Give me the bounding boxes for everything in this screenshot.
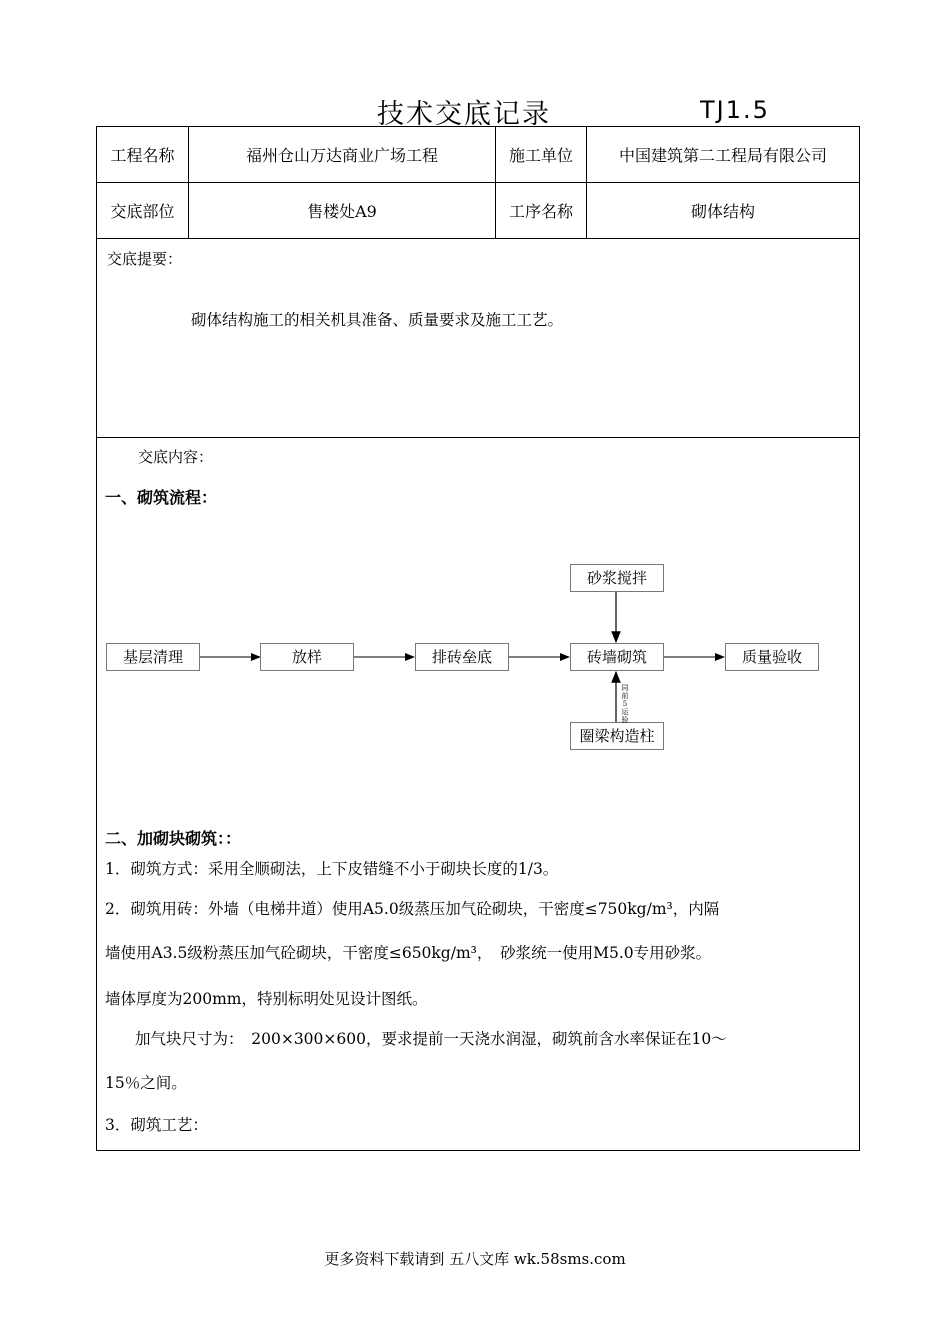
process-label: 工序名称 <box>496 183 587 239</box>
paragraph-line-7: 3．砌筑工艺： <box>105 1116 208 1134</box>
summary-label: 交底提要： <box>107 250 183 268</box>
flow-bottom-note: 同前5运 验 <box>621 684 629 724</box>
flow-top-input: 砂浆搅拌 <box>570 564 664 592</box>
paragraph-line-3: 墙使用A3.5级粉蒸压加气砼砌块，干密度≤650kg/m³， 砂浆统一使用M5.0专用砂浆。 <box>105 944 712 962</box>
process-value: 砌体结构 <box>587 183 860 239</box>
summary-text: 砌体结构施工的相关机具准备、质量要求及施工工艺。 <box>191 311 564 329</box>
section1-title: 一、砌筑流程： <box>105 488 218 507</box>
section2-title: 二、加砌块砌筑：： <box>105 829 242 848</box>
contractor-label: 施工单位 <box>496 127 587 183</box>
content-label: 交底内容： <box>138 448 214 466</box>
flow-bottom-input: 圈梁构造柱 <box>570 722 664 750</box>
flow-step-3: 排砖垒底 <box>415 643 509 671</box>
flow-step-4: 砖墙砌筑 <box>570 643 664 671</box>
flow-step-1: 基层清理 <box>106 643 200 671</box>
contractor-value: 中国建筑第二工程局有限公司 <box>587 127 860 183</box>
paragraph-line-4: 墙体厚度为200mm，特别标明处见设计图纸。 <box>105 990 428 1008</box>
project-name-label: 工程名称 <box>97 127 189 183</box>
paragraph-line-6: 15％之间。 <box>105 1074 187 1092</box>
location-label: 交底部位 <box>97 183 189 239</box>
paragraph-line-5: 加气块尺寸为： 200×300×600，要求提前一天浇水润湿，砌筑前含水率保证在10～ <box>135 1030 727 1048</box>
paragraph-line-1: 1．砌筑方式：采用全顺砌法，上下皮错缝不小于砌块长度的1/3。 <box>105 860 559 878</box>
paragraph-line-2: 2．砌筑用砖：外墙（电梯井道）使用A5.0级蒸压加气砼砌块，干密度≤750kg/m³，内隔 <box>105 900 720 918</box>
project-name-value: 福州仓山万达商业广场工程 <box>189 127 496 183</box>
footer-text: 更多资料下载请到 五八文库 wk.58sms.com <box>324 1250 626 1268</box>
document-code: TJ1.5 <box>700 96 770 124</box>
flow-step-5: 质量验收 <box>725 643 819 671</box>
flow-step-2: 放样 <box>260 643 354 671</box>
location-value: 售楼处A9 <box>189 183 496 239</box>
page-title: 技术交底记录 <box>377 99 551 130</box>
